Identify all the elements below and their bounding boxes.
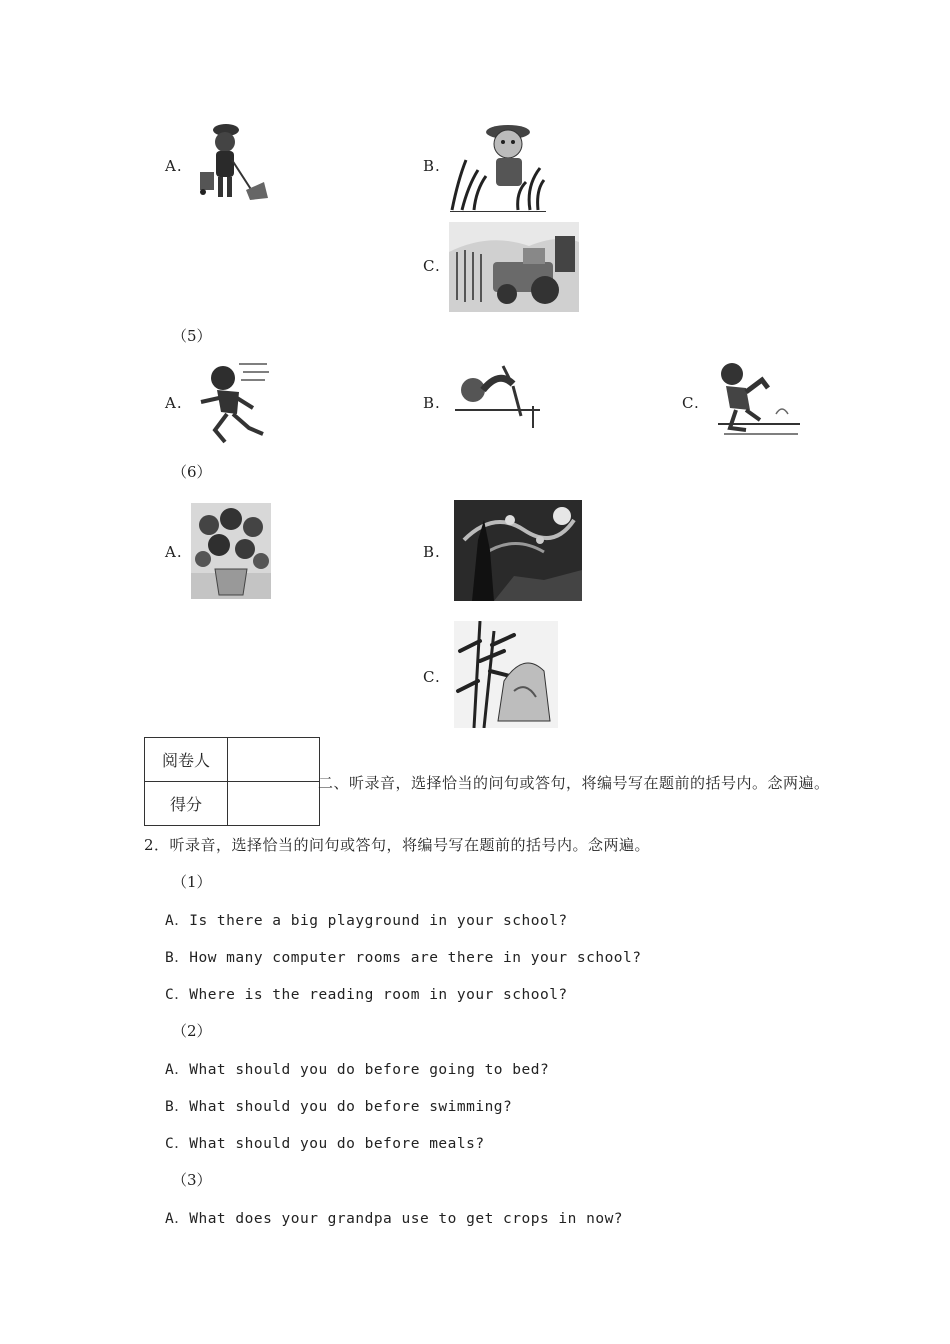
starry-night-painting-picture bbox=[454, 500, 582, 601]
item-2-number: （2） bbox=[172, 1022, 212, 1040]
q6-option-a-label: A. bbox=[165, 543, 183, 561]
score-box bbox=[144, 737, 320, 826]
q4-option-a-label: A. bbox=[165, 157, 183, 175]
q5-number: （5） bbox=[172, 327, 212, 345]
item-1-number: （1） bbox=[172, 873, 212, 891]
item-1-option-b: B．How many computer rooms are there in your school? bbox=[165, 950, 642, 966]
long-jump-picture bbox=[716, 358, 800, 442]
street-sweeper-picture bbox=[192, 120, 272, 202]
item-2-option-c: C．What should you do before meals? bbox=[165, 1136, 485, 1152]
score-label: 得分 bbox=[145, 782, 228, 826]
item-3-number: （3） bbox=[172, 1171, 212, 1189]
q6-option-b-label: B. bbox=[423, 543, 441, 561]
item-2-option-a: A．What should you do before going to bed? bbox=[165, 1062, 550, 1078]
high-jump-picture bbox=[455, 360, 540, 428]
q4-option-b-label: B. bbox=[423, 157, 441, 175]
item-1-option-a: A．Is there a big playground in your school? bbox=[165, 913, 568, 929]
q5-option-a-label: A. bbox=[165, 394, 183, 412]
item-3-option-a: A．What does your grandpa use to get crops in now? bbox=[165, 1211, 624, 1227]
q6-option-c-label: C. bbox=[423, 668, 441, 686]
reviewer-label: 阅卷人 bbox=[145, 738, 228, 782]
q5-option-b-label: B. bbox=[423, 394, 441, 412]
bamboo-ink-painting-picture bbox=[454, 621, 558, 728]
item-1-option-c: C．Where is the reading room in your school? bbox=[165, 987, 568, 1003]
question-title: 2．听录音，选择恰当的问句或答句，将编号写在题前的括号内。念两遍。 bbox=[144, 836, 651, 854]
q4-option-c-label: C. bbox=[423, 257, 441, 275]
score-value bbox=[228, 782, 320, 826]
q5-option-c-label: C. bbox=[682, 394, 700, 412]
tractor-harvest-picture bbox=[449, 222, 579, 312]
reviewer-value bbox=[228, 738, 320, 782]
running-boy-picture bbox=[193, 358, 271, 446]
section-heading: 二、听录音，选择恰当的问句或答句，将编号写在题前的括号内。念两遍。 bbox=[318, 774, 830, 792]
sunflowers-painting-picture bbox=[191, 503, 271, 599]
q6-number: （6） bbox=[172, 463, 212, 481]
item-2-option-b: B．What should you do before swimming? bbox=[165, 1099, 513, 1115]
farmer-in-field-picture bbox=[448, 120, 546, 212]
